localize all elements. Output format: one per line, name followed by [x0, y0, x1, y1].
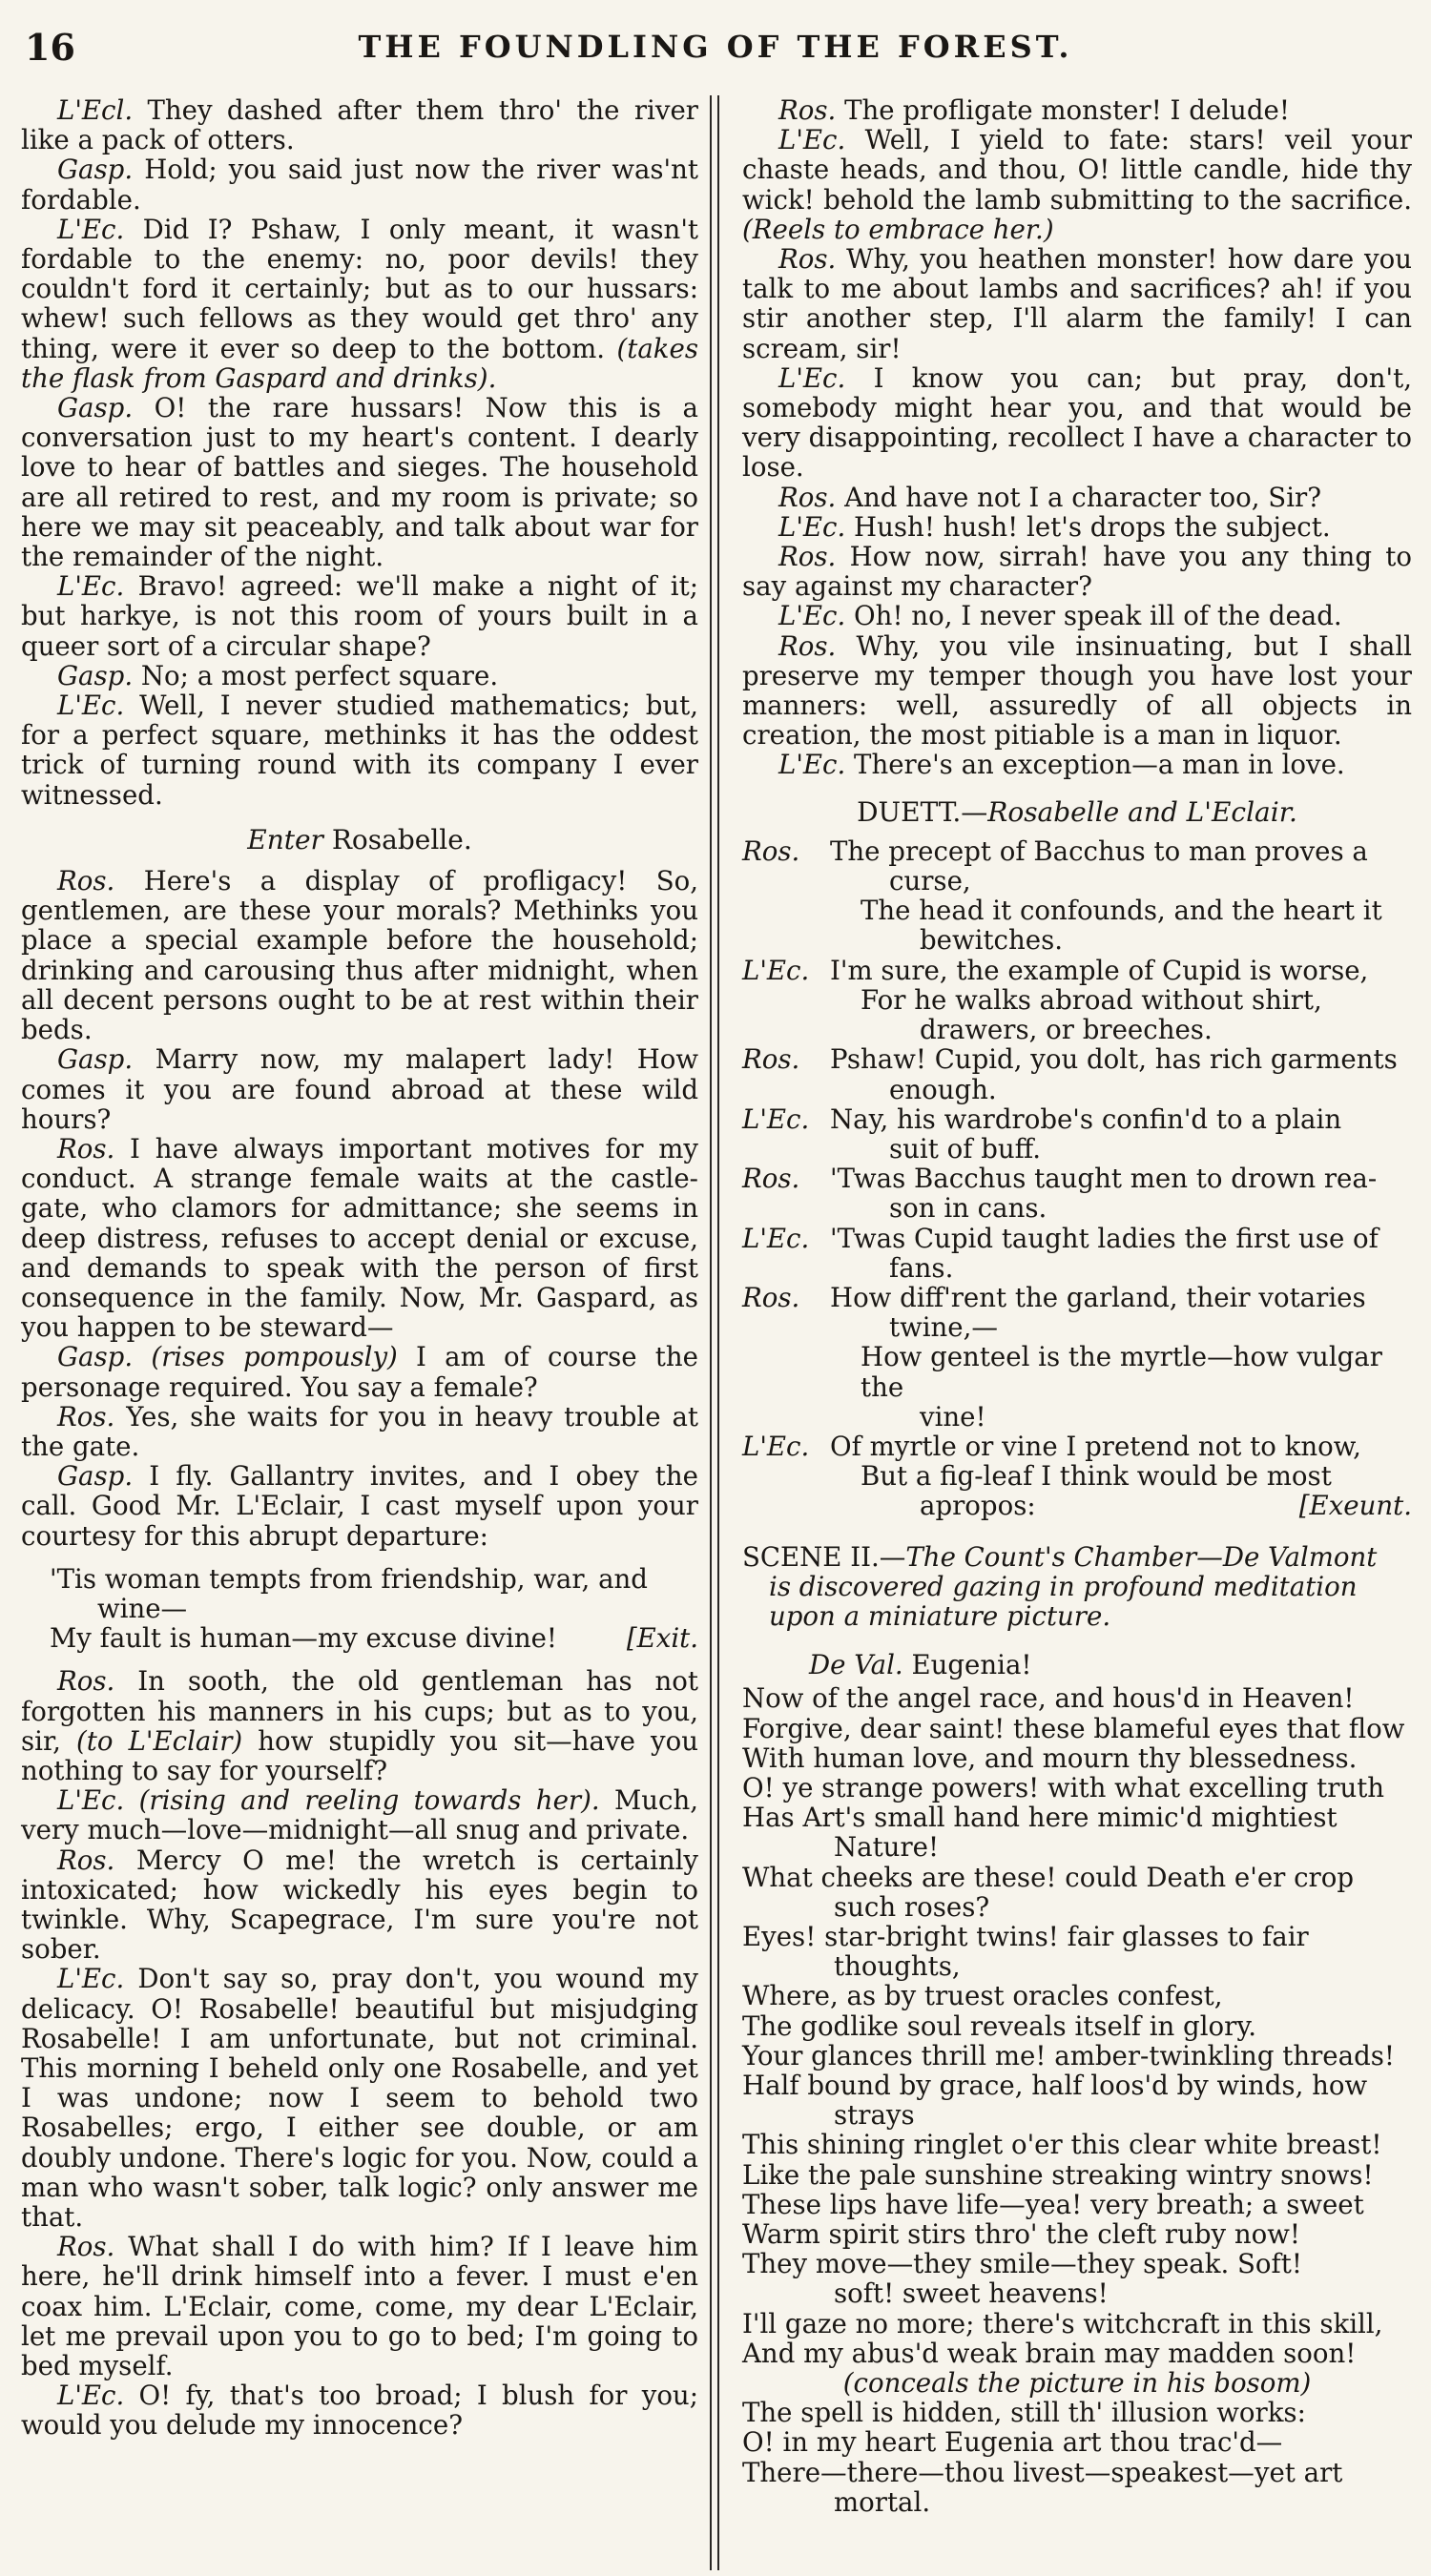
poem-line: These lips have life—yea! very breath; a sweet: [742, 2188, 1364, 2220]
speaker: [742, 896, 830, 955]
duet-line: [742, 1283, 1412, 1342]
duet-line: [742, 956, 1412, 985]
poem-line: Like the pale sunshine streaking wintry snows!: [742, 2158, 1374, 2191]
duet-text: But a fig-leaf I think would be most apropos: [Exeunt.: [861, 1460, 1412, 1522]
duet-heading: DUETT.—Rosabelle and L'Eclair.: [857, 795, 1297, 828]
exit-direction: [Exeunt.: [1298, 1490, 1412, 1522]
duet-line: [742, 1104, 1412, 1164]
poem-line: Has Art's small hand here mimic'd mightiest Nature!: [742, 1802, 1338, 1864]
poem-line: Your glances thrill me! amber-twinkling threads!: [742, 2039, 1395, 2071]
speech: Gasp. Hold; you said just now the river was'nt fordable.: [21, 154, 698, 216]
stage-direction: (takes the flask from Gaspard and drinks).: [21, 332, 698, 394]
column-divider: [710, 95, 719, 2570]
duet-text: The precept of Bacchus to man proves a curse,: [830, 835, 1368, 897]
duet-text: 'Twas Bacchus taught men to drown rea- son in cans.: [830, 1163, 1378, 1225]
stage-direction: (to L'Eclair): [76, 1724, 243, 1757]
speech: Ros. Here's a display of profligacy! So, gentlemen, are these your morals? Methinks you place a special example before the household; drinking and carousing thus after midnight, when all decent persons ought to be at rest within their beds.: [21, 865, 698, 1046]
stage-direction: (conceals the picture in his bosom): [842, 2367, 1312, 2400]
speech: L'Ec. There's an exception—a man in love.: [778, 749, 1345, 781]
poem-line: And my abus'd weak brain may madden soon!: [742, 2337, 1357, 2369]
poem-line: There—there—thou livest—speakest—yet art mortal.: [742, 2456, 1343, 2518]
verse: 'Tis woman tempts from friendship, war, and wine—: [50, 1562, 648, 1624]
speech: L'Ec. Well, I yield to fate: stars! veil your chaste heads, and thou, O! little candle, hide thy wick! behold the lamb submitting to the sacrifice. (Reels to embrace her.): [742, 124, 1412, 245]
poem-line: With human love, and mourn thy blessedness.: [742, 1741, 1358, 1774]
speech: De Val. Eugenia!: [809, 1649, 1032, 1681]
duet-line: [742, 1342, 1412, 1432]
poem-line: O! in my heart Eugenia art thou trac'd—: [742, 2426, 1283, 2459]
exit-direction: [Exit.: [626, 1622, 698, 1655]
speech: L'Ec. O! fy, that's too broad; I blush for you; would you delude my innocence?: [21, 2380, 698, 2442]
scene-heading: SCENE II.—The Count's Chamber—De Valmont is discovered gazing in profound meditation upon a miniature picture.: [742, 1540, 1378, 1632]
speech: L'Ec. Oh! no, I never speak ill of the dead.: [778, 600, 1342, 632]
speaker: L'Ec.: [742, 1103, 810, 1135]
speaker: L'Ec.: [742, 1430, 810, 1462]
speech: L'Ec. Well, I never studied mathematics; but, for a perfect square, methinks it has the oddest trick of turning round with its company I ever witnessed.: [21, 690, 698, 811]
poem-line: They move—they smile—they speak. Soft! soft! sweet heavens!: [742, 2248, 1302, 2310]
speaker: Ros.: [742, 1043, 800, 1076]
duet-text: How diff'rent the garland, their votaries twine,—: [830, 1281, 1366, 1344]
poem-line: Eyes! star-bright twins! fair glasses to fair thoughts,: [742, 1920, 1309, 1983]
poem-line: The spell is hidden, still th' illusion works:: [742, 2397, 1306, 2429]
poem-line: Half bound by grace, half loos'd by winds, how strays: [742, 2070, 1368, 2132]
speaker: L'Ec.: [742, 954, 810, 986]
speech: Gasp. O! the rare hussars! Now this is a conversation just to my heart's content. I dearly love to hear of battles and sieges. The household are all retired to rest, and my room is private; so here we may sit peaceably, and talk about war for the remainder of the night.: [21, 392, 698, 573]
duet-line: [742, 1432, 1412, 1461]
speech: L'Ec. Did I? Pshaw, I only meant, it wasn't fordable to the enemy: no, poor devils! they couldn't ford it certainly; but as to our hussars: whew! such fellows as they would get thro' any thing, were it ever so deep to the bottom. (takes the flask from Gaspard and drinks).: [21, 213, 698, 394]
poem-line: Warm spirit stirs thro' the cleft ruby now!: [742, 2218, 1301, 2251]
speech: L'Ec. (rising and reeling towards her). Much, very much—love—midnight—all snug and private.: [21, 1784, 699, 1846]
duet-text: Pshaw! Cupid, you dolt, has rich garments enough.: [830, 1043, 1398, 1105]
duet-line: [742, 1164, 1412, 1223]
speech: Ros. The profligate monster! I delude!: [778, 94, 1290, 126]
duet-text: 'Twas Cupid taught ladies the first use of fans.: [830, 1222, 1379, 1284]
duet-text: How genteel is the myrtle—how vulgar the vine!: [861, 1341, 1382, 1432]
duet: [742, 836, 1412, 1521]
poem-line: The godlike soul reveals itself in glory.: [742, 2009, 1257, 2042]
right-column: [742, 95, 1412, 2517]
poem-line: Where, as by truest oracles confest,: [742, 1980, 1223, 2012]
duet-line: [742, 1044, 1412, 1103]
speech: Ros. How now, sirrah! have you any thing to say against my character?: [742, 541, 1412, 603]
duet-text: I'm sure, the example of Cupid is worse,: [830, 954, 1369, 986]
speech: L'Ecl. They dashed after them thro' the river like a pack of otters.: [21, 94, 698, 156]
speaker: L'Ec.: [742, 1222, 810, 1254]
speech: Gasp. No; a most perfect square.: [57, 659, 499, 691]
speaker: Ros.: [742, 1281, 800, 1313]
duet-text: Nay, his wardrobe's confin'd to a plain suit of buff.: [830, 1103, 1342, 1164]
duet-text: Of myrtle or vine I pretend not to know,: [830, 1430, 1361, 1462]
speaker: [742, 1342, 830, 1432]
stage-direction: (Reels to embrace her.): [742, 213, 1054, 245]
poem-line: This shining ringlet o'er this clear white breast!: [742, 2129, 1382, 2161]
page-number: 16: [25, 25, 75, 69]
stage-direction: (rising and reeling towards her).: [124, 1784, 600, 1817]
speech: Ros. Why, you heathen monster! how dare you talk to me about lambs and sacrifices? ah! if you stir another step, I'll alarm the family! I can scream, sir!: [742, 243, 1412, 364]
speech: L'Ec. I know you can; but pray, don't, somebody might hear you, and that would be very disappointing, recollect I have a character to lose.: [742, 361, 1412, 484]
speech: L'Ec. Bravo! agreed: we'll make a night of it; but harkye, is not this room of yours built in a queer sort of a circular shape?: [21, 570, 698, 662]
speaker: [742, 985, 830, 1044]
poem: [742, 1683, 1412, 2368]
poem-line: Forgive, dear saint! these blameful eyes that flow: [742, 1712, 1405, 1744]
entrance-direction: Enter Rosabelle.: [247, 823, 472, 855]
speech: Ros. What shall I do with him? If I leave him here, he'll drink himself into a fever. I must e'en coax him. L'Eclair, come, come, my dear L'Eclair, let me prevail upon you to go to bed; I'm going to bed myself.: [21, 2231, 698, 2382]
duet-line: [742, 985, 1412, 1044]
speaker: Ros.: [742, 1163, 800, 1195]
poem-end: [742, 2398, 1412, 2517]
poem-line: O! ye strange powers! with what excelling truth: [742, 1771, 1385, 1803]
running-header: [25, 23, 1406, 71]
poem-line: Now of the angel race, and hous'd in Heaven!: [742, 1682, 1355, 1715]
stage-direction: (rises pompously): [133, 1341, 398, 1373]
duet-line: [742, 836, 1412, 896]
duet-text: The head it confounds, and the heart it bewitches.: [861, 895, 1382, 957]
running-title: THE FOUNDLING OF THE FOREST.: [358, 29, 1073, 65]
speech: Gasp. Marry now, my malapert lady! How comes it you are found abroad at these wild hours?: [21, 1043, 698, 1135]
speech: L'Ec. Don't say so, pray don't, you wound my delicacy. O! Rosabelle! beautiful but misjudging Rosabelle! I am unfortunate, but not criminal. This morning I beheld only one Rosabelle, and yet I was undone; now I seem to behold two Rosabelles; ergo, I either see double, or am doubly undone. There's logic for you. Now, could a man who wasn't sober, talk logic? only answer me that.: [21, 1963, 698, 2234]
speech: Ros. I have always important motives for my conduct. A strange female waits at the castle-gate, who clamors for admittance; she seems in deep distress, refuses to accept denial or excuse, and demands to speak with the person of first consequence in the family. Now, Mr. Gaspard, as you happen to be steward—: [21, 1132, 698, 1344]
poem-line: What cheeks are these! could Death e'er crop such roses?: [742, 1861, 1355, 1923]
duet-line: [742, 1224, 1412, 1283]
duet-line: [742, 896, 1412, 955]
speech: Ros. In sooth, the old gentleman has not forgotten his manners in his cups; but as to you, sir, (to L'Eclair) how stupidly you sit—have you nothing to say for yourself?: [21, 1665, 698, 1786]
speech: Ros. Mercy O me! the wretch is certainly intoxicated; how wickedly his eyes begin to twinkle. Why, Scapegrace, I'm sure you're not sober.: [21, 1844, 698, 1966]
speech: L'Ec. Hush! hush! let's drops the subject.: [778, 510, 1331, 543]
speech: Gasp. (rises pompously) I am of course the personage required. You say a female?: [21, 1341, 698, 1403]
speech: Gasp. I fly. Gallantry invites, and I obey the call. Good Mr. L'Eclair, I cast myself upon your courtesy for this abrupt departure:: [21, 1460, 698, 1552]
duet-text: For he walks abroad without shirt, drawers, or breeches.: [861, 983, 1322, 1046]
speech: Ros. And have not I a character too, Sir?: [778, 481, 1322, 513]
duet-line: [742, 1461, 1412, 1520]
verse-exit-line: My fault is human—my excuse divine! [Exit.: [50, 1622, 698, 1655]
speech: Ros. Why, you vile insinuating, but I shall preserve my temper though you have lost your manners: well, assuredly of all objects in creation, the most pitiable is a man in liquor.: [742, 629, 1412, 752]
speaker: Ros.: [742, 835, 800, 867]
poem-line: I'll gaze no more; there's witchcraft in this skill,: [742, 2307, 1383, 2339]
speech: Ros. Yes, she waits for you in heavy trouble at the gate.: [21, 1400, 698, 1462]
left-column: [21, 95, 698, 2441]
speaker: [742, 1461, 830, 1520]
